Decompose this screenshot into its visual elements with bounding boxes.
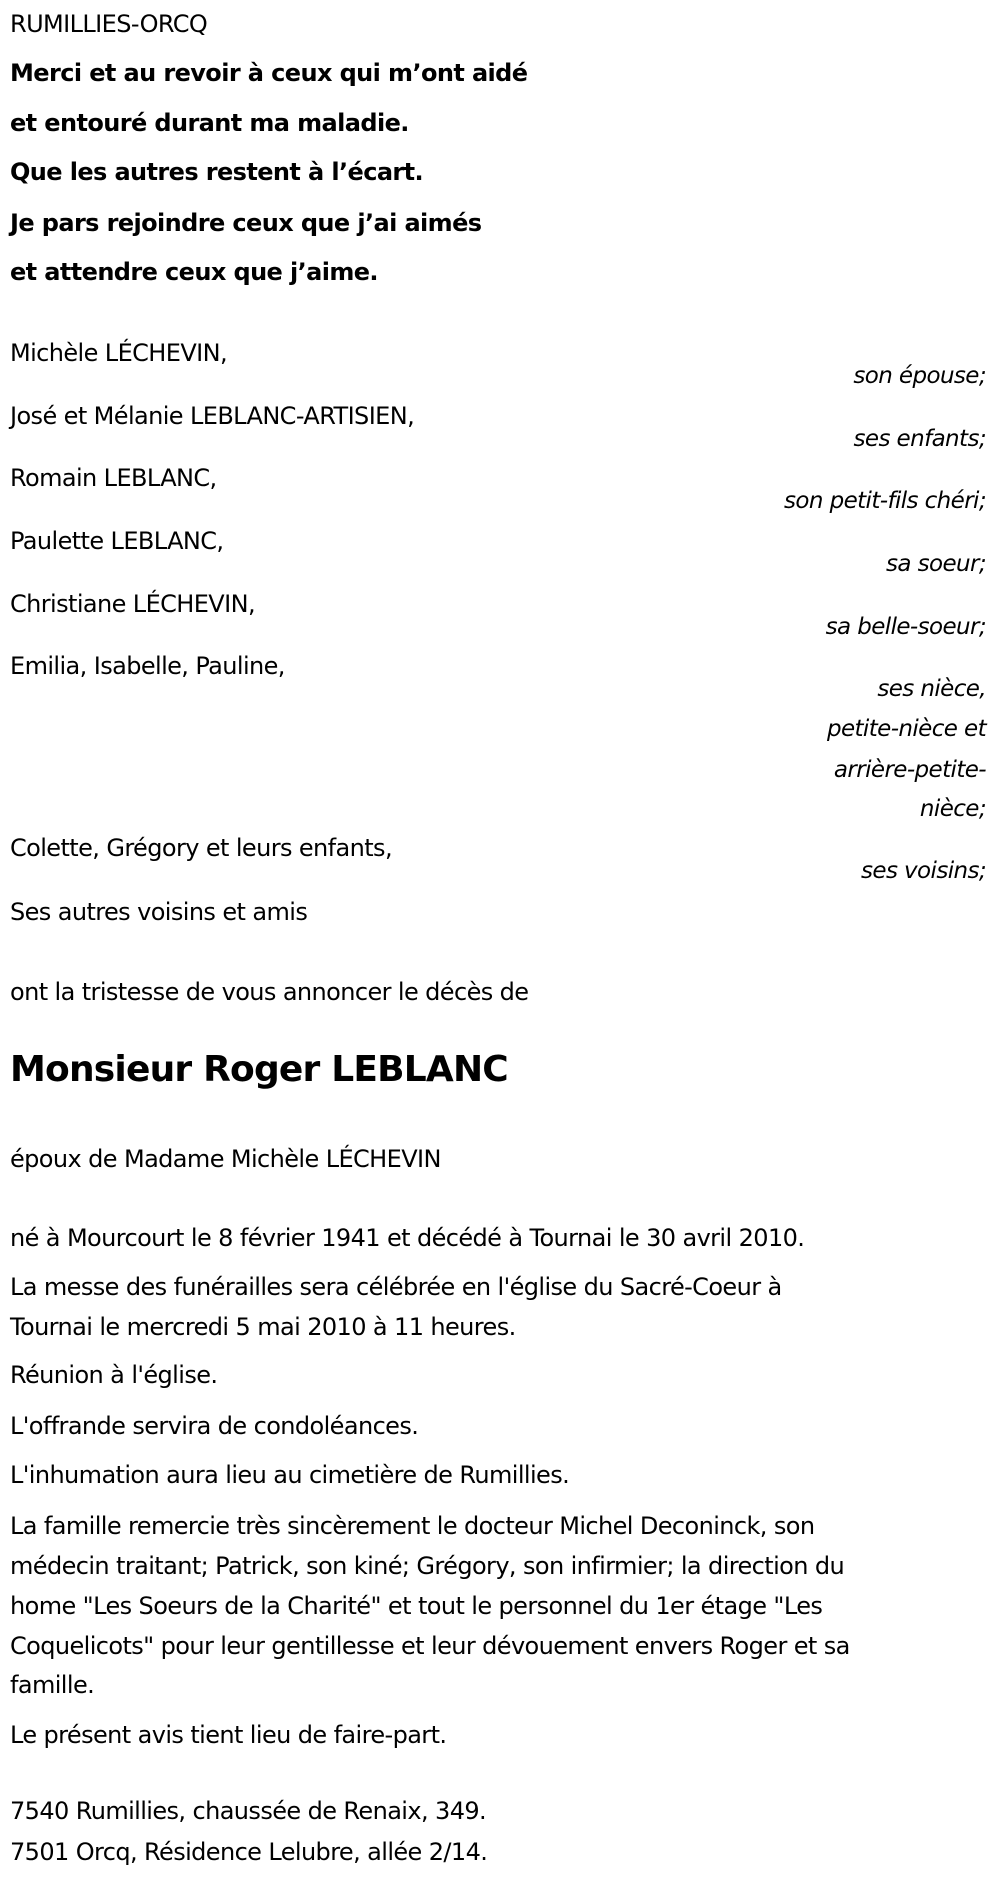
mass-info: Tournai le mercredi 5 mai 2010 à 11 heures. [10, 1313, 516, 1341]
spouse-line: époux de Madame Michèle LÉCHEVIN [10, 1145, 441, 1173]
family-member-name: Michèle LÉCHEVIN, [10, 339, 227, 367]
thanks-line: La famille remercie très sincèrement le docteur Michel Deconinck, son [10, 1512, 815, 1540]
birth-death: né à Mourcourt le 8 février 1941 et décédé à Tournai le 30 avril 2010. [10, 1224, 805, 1252]
family-member-relation: sa belle-soeur; [825, 614, 986, 640]
burial-info: L'inhumation aura lieu au cimetière de Rumillies. [10, 1461, 570, 1489]
family-member-relation: son petit-fils chéri; [784, 488, 986, 514]
family-member-name: José et Mélanie LEBLANC-ARTISIEN, [10, 402, 415, 430]
poem-line: Que les autres restent à l’écart. [10, 158, 424, 186]
deceased-name: Monsieur Roger LEBLANC [10, 1049, 508, 1090]
meeting-info: Réunion à l'église. [10, 1361, 218, 1389]
address: 7540 Rumillies, chaussée de Renaix, 349. [10, 1797, 487, 1825]
thanks-line: home "Les Soeurs de la Charité" et tout le personnel du 1er étage "Les [10, 1592, 823, 1620]
thanks-line: Coquelicots" pour leur gentillesse et leur dévouement envers Roger et sa [10, 1632, 850, 1660]
family-member-relation: son épouse; [853, 363, 986, 389]
family-member-name: Emilia, Isabelle, Pauline, [10, 652, 285, 680]
family-member-name: Colette, Grégory et leurs enfants, [10, 834, 392, 862]
offering-info: L'offrande servira de condoléances. [10, 1412, 419, 1440]
family-member-relation: petite-nièce et [826, 716, 986, 742]
family-member-relation: ses nièce, [877, 676, 986, 702]
mass-info: La messe des funérailles sera célébrée en l'église du Sacré-Coeur à [10, 1273, 782, 1301]
poem-line: et entouré durant ma maladie. [10, 109, 409, 137]
family-member-relation: ses voisins; [861, 858, 986, 884]
poem-line: Je pars rejoindre ceux que j’ai aimés [10, 209, 482, 237]
family-member-relation: nièce; [919, 796, 986, 822]
family-member-relation: sa soeur; [886, 551, 986, 577]
poem-line: Merci et au revoir à ceux qui m’ont aidé [10, 59, 528, 87]
thanks-line: médecin traitant; Patrick, son kiné; Grégory, son infirmier; la direction du [10, 1552, 845, 1580]
announcement: ont la tristesse de vous annoncer le décès de [10, 978, 529, 1006]
poem-line: et attendre ceux que j’aime. [10, 258, 378, 286]
family-member-relation: ses enfants; [853, 426, 986, 452]
family-member-name: Romain LEBLANC, [10, 464, 217, 492]
family-member-name: Christiane LÉCHEVIN, [10, 590, 255, 618]
others-line: Ses autres voisins et amis [10, 898, 308, 926]
family-member-relation: arrière-petite- [833, 757, 986, 783]
address: 7501 Orcq, Résidence Lelubre, allée 2/14. [10, 1838, 488, 1866]
family-member-name: Paulette LEBLANC, [10, 527, 224, 555]
location-heading: RUMILLIES-ORCQ [10, 10, 208, 38]
notice-line: Le présent avis tient lieu de faire-part. [10, 1721, 447, 1749]
thanks-line: famille. [10, 1671, 95, 1699]
